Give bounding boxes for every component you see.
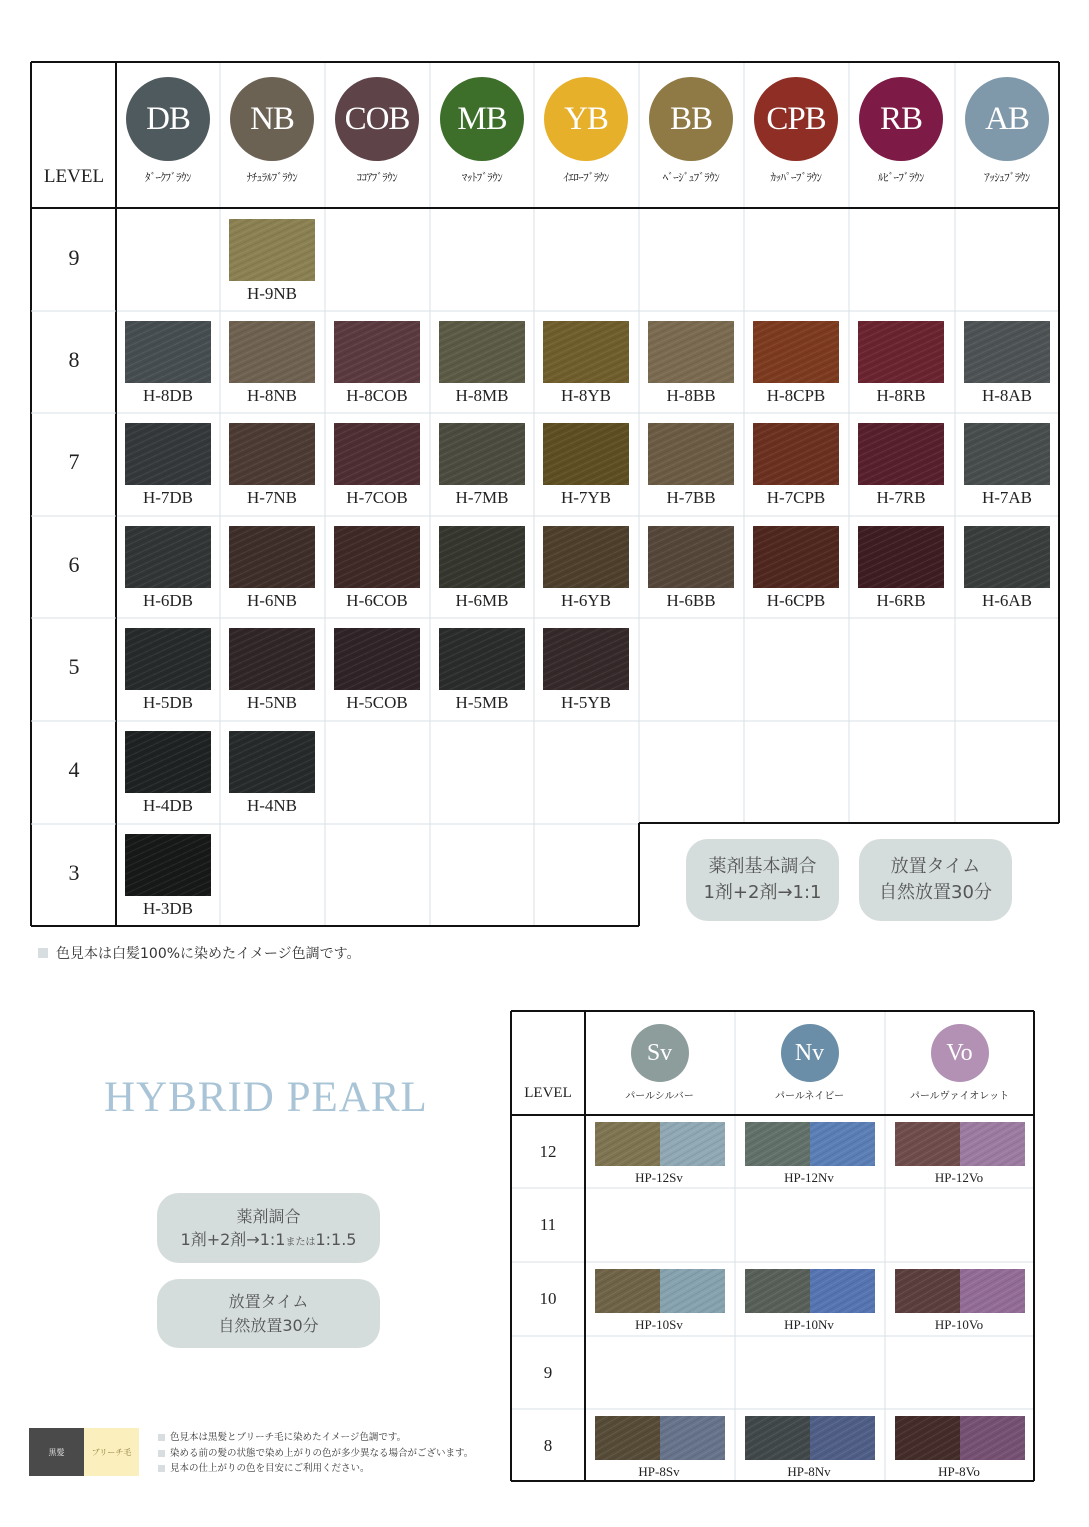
swatch-code: H-7DB [142, 488, 194, 507]
color-swatch [334, 628, 420, 690]
color-family-name: ﾅﾁｭﾗﾙﾌﾞﾗｳﾝ [246, 171, 298, 184]
sample-note-text: 色見本は白髪100%に染めたイメージ色調です。 [56, 946, 361, 962]
color-swatch [229, 526, 315, 588]
swatch-code: H-8DB [142, 386, 194, 405]
swatch-code: H-8RB [876, 386, 926, 405]
color-swatch [229, 321, 315, 383]
hp-mix-ratio-or: または [285, 1237, 316, 1248]
color-family-name: ｺｺｱﾌﾞﾗｳﾝ [356, 171, 398, 184]
pearl-name: パールシルバー [625, 1091, 694, 1102]
swatch-code: H-6RB [876, 591, 926, 610]
bullet-square-icon [158, 1450, 165, 1457]
color-swatch [543, 526, 629, 588]
mix-ratio-title: 薬剤基本調合 [708, 855, 817, 877]
swatch-code: H-6DB [142, 591, 194, 610]
color-swatch [753, 526, 839, 588]
pearl-swatch [895, 1269, 1025, 1313]
bullet-square-icon [158, 1434, 165, 1441]
bleached-hair-swatch [810, 1416, 875, 1460]
pearl-swatch [895, 1416, 1025, 1460]
hp-mix-ratio-value [181, 1228, 357, 1251]
pearl-swatch-code: HP-8Vo [938, 1464, 980, 1479]
mix-ratio-value: 1剤+2剤→1:1 [703, 882, 822, 903]
process-time-pill [859, 839, 1012, 921]
swatch-code: H-7BB [666, 488, 716, 507]
color-swatch [543, 321, 629, 383]
color-family-name: ﾍﾞｰｼﾞｭﾌﾞﾗｳﾝ [662, 171, 720, 184]
color-swatch [753, 321, 839, 383]
footnote-item [158, 1461, 473, 1477]
pearl-swatch-code: HP-10Vo [934, 1317, 984, 1332]
hp-process-time-value: 自然放置30分 [218, 1315, 319, 1335]
pearl-swatch-code: HP-8Sv [638, 1464, 680, 1479]
pearl-swatch-code: HP-10Sv [635, 1317, 683, 1332]
swatch-code: H-6CPB [766, 591, 826, 610]
color-family-badge-cpb: CPB [754, 77, 838, 161]
swatch-code: H-7RB [876, 488, 926, 507]
level-number: 5 [68, 654, 80, 679]
hp-process-time-title: 放置タイム [228, 1292, 309, 1312]
color-swatch [229, 628, 315, 690]
color-swatch [753, 423, 839, 485]
color-family-name: ﾏｯﾄﾌﾞﾗｳﾝ [461, 171, 503, 184]
swatch-code: H-7NB [246, 488, 298, 507]
bleached-hair-swatch [960, 1416, 1025, 1460]
pearl-badge-nv: Nv [781, 1024, 839, 1082]
color-swatch [964, 423, 1050, 485]
pearl-badge-sv: Sv [631, 1024, 689, 1082]
pearl-swatch-code: HP-12Sv [635, 1170, 683, 1185]
swatch-code: H-4NB [246, 796, 298, 815]
bleached-hair-swatch [660, 1416, 725, 1460]
color-swatch [858, 321, 944, 383]
hp-mix-ratio-pill [157, 1193, 380, 1263]
color-swatch [439, 526, 525, 588]
footnote-item [158, 1430, 473, 1446]
pearl-swatch-code: HP-12Nv [784, 1170, 834, 1185]
black-hair-swatch [745, 1269, 810, 1313]
pearl-swatch [745, 1122, 875, 1166]
color-swatch [858, 526, 944, 588]
color-family-name: ｲｴﾛｰﾌﾞﾗｳﾝ [563, 171, 609, 184]
pearl-swatch [595, 1269, 725, 1313]
swatch-code: H-6MB [455, 591, 509, 610]
swatch-code: H-6AB [981, 591, 1033, 610]
swatch-code: H-8YB [560, 386, 612, 405]
pearl-swatch [895, 1122, 1025, 1166]
process-time-value: 自然放置30分 [879, 882, 992, 903]
color-swatch [543, 628, 629, 690]
color-family-name: ｱｯｼｭﾌﾞﾗｳﾝ [984, 171, 1030, 184]
swatch-code: H-6YB [560, 591, 612, 610]
bullet-square-icon [158, 1465, 165, 1472]
bleached-hair-swatch [960, 1269, 1025, 1313]
bullet-square-icon [38, 948, 48, 958]
footnote-item [158, 1446, 473, 1462]
pearl-swatch [595, 1416, 725, 1460]
color-family-badge-db: DB [126, 77, 210, 161]
level-number: 6 [68, 552, 80, 577]
color-family-badge-yb: YB [544, 77, 628, 161]
bleached-hair-swatch [960, 1122, 1025, 1166]
pearl-swatch [595, 1122, 725, 1166]
color-swatch [125, 731, 211, 793]
hybrid-pearl-title: HYBRID PEARL [104, 1074, 428, 1121]
pearl-name: パールヴァイオレット [909, 1091, 1010, 1102]
footnote-text: 色見本は黒髪とブリーチ毛に染めたイメージ色調です。 [170, 1432, 407, 1443]
color-swatch [439, 423, 525, 485]
color-family-badge-ab: AB [965, 77, 1049, 161]
hp-mix-ratio-title: 薬剤調合 [236, 1206, 301, 1226]
color-swatch [543, 423, 629, 485]
legend-bleached-hair: ブリーチ毛 [84, 1428, 139, 1476]
pearl-name: パールネイビー [775, 1091, 844, 1102]
color-swatch [858, 423, 944, 485]
hp-level-number: 11 [539, 1215, 557, 1234]
level-number: 3 [68, 860, 80, 885]
color-swatch [334, 423, 420, 485]
footnotes [158, 1430, 473, 1477]
swatch-code: H-6BB [666, 591, 716, 610]
swatch-code: H-6COB [346, 591, 408, 610]
black-hair-swatch [595, 1122, 660, 1166]
swatch-code: H-4DB [142, 796, 194, 815]
color-family-badge-nb: NB [230, 77, 314, 161]
mix-ratio-pill [686, 839, 839, 921]
level-header: LEVEL [43, 166, 105, 187]
color-swatch [229, 219, 315, 281]
swatch-code: H-7AB [981, 488, 1033, 507]
color-swatch [125, 834, 211, 896]
swatch-code: H-8BB [666, 386, 716, 405]
pearl-swatch [745, 1269, 875, 1313]
hp-mix-ratio-b: 1:1.5 [315, 1230, 357, 1249]
color-swatch [125, 526, 211, 588]
color-swatch [648, 321, 734, 383]
pearl-swatch-code: HP-8Nv [787, 1464, 831, 1479]
swatch-code: H-5MB [455, 693, 509, 712]
color-swatch [964, 526, 1050, 588]
black-hair-swatch [895, 1416, 960, 1460]
hp-level-number: 8 [543, 1436, 553, 1455]
color-swatch [439, 321, 525, 383]
color-swatch [125, 628, 211, 690]
color-swatch [125, 321, 211, 383]
swatch-code: H-8CPB [766, 386, 826, 405]
pearl-swatch [745, 1416, 875, 1460]
legend-black-hair: 黒髪 [29, 1428, 84, 1476]
color-family-name: ﾙﾋﾞｰﾌﾞﾗｳﾝ [878, 171, 924, 184]
color-swatch [439, 628, 525, 690]
color-swatch [334, 321, 420, 383]
color-family-badge-cob: COB [335, 77, 419, 161]
color-swatch [229, 423, 315, 485]
black-hair-swatch [895, 1122, 960, 1166]
swatch-code: H-7COB [346, 488, 408, 507]
swatch-code: H-8MB [455, 386, 509, 405]
footnote-text: 見本の仕上がりの色を目安にご利用ください。 [170, 1463, 370, 1474]
color-swatch [648, 526, 734, 588]
swatch-code: H-5YB [560, 693, 612, 712]
color-family-name: ｶｯﾊﾟｰﾌﾞﾗｳﾝ [770, 171, 822, 184]
sample-note [38, 943, 360, 963]
color-family-name: ﾀﾞｰｸﾌﾞﾗｳﾝ [145, 171, 191, 184]
swatch-code: H-8NB [246, 386, 298, 405]
bleached-hair-swatch [660, 1122, 725, 1166]
pearl-swatch-code: HP-12Vo [934, 1170, 984, 1185]
swatch-code: H-5COB [346, 693, 408, 712]
color-family-badge-bb: BB [649, 77, 733, 161]
bleached-hair-swatch [660, 1269, 725, 1313]
black-hair-swatch [895, 1269, 960, 1313]
level-number: 9 [68, 245, 80, 270]
swatch-code: H-5DB [142, 693, 194, 712]
level-number: 8 [68, 347, 80, 372]
color-family-badge-mb: MB [440, 77, 524, 161]
black-hair-swatch [595, 1269, 660, 1313]
process-time-title: 放置タイム [890, 855, 981, 877]
color-swatch [964, 321, 1050, 383]
swatch-code: H-6NB [246, 591, 298, 610]
color-swatch [125, 423, 211, 485]
swatch-code: H-8AB [981, 386, 1033, 405]
bleached-hair-swatch [810, 1122, 875, 1166]
pearl-swatch-code: HP-10Nv [784, 1317, 834, 1332]
footnote-text: 染める前の髪の状態で染め上がりの色が多少異なる場合がございます。 [170, 1447, 474, 1459]
level-number: 7 [68, 449, 80, 474]
swatch-code: H-8COB [346, 386, 408, 405]
swatch-code: H-7YB [560, 488, 612, 507]
color-family-badge-rb: RB [859, 77, 943, 161]
hp-mix-ratio-a: 1剤+2剤→1:1 [180, 1230, 286, 1249]
color-swatch [229, 731, 315, 793]
hp-level-number: 9 [543, 1363, 553, 1382]
swatch-code: H-7CPB [766, 488, 826, 507]
hp-level-number: 10 [539, 1289, 557, 1308]
level-number: 4 [68, 757, 80, 782]
swatch-code: H-9NB [246, 284, 298, 303]
swatch-code: H-3DB [142, 899, 194, 918]
black-hair-swatch [595, 1416, 660, 1460]
color-swatch [648, 423, 734, 485]
hp-process-time-pill [157, 1279, 380, 1348]
hp-level-number: 12 [539, 1142, 557, 1161]
swatch-code: H-7MB [455, 488, 509, 507]
pearl-badge-vo: Vo [931, 1024, 989, 1082]
bleached-hair-swatch [810, 1269, 875, 1313]
black-hair-swatch [745, 1416, 810, 1460]
color-swatch [334, 526, 420, 588]
hp-level-header: LEVEL [524, 1085, 572, 1101]
black-hair-swatch [745, 1122, 810, 1166]
swatch-code: H-5NB [246, 693, 298, 712]
